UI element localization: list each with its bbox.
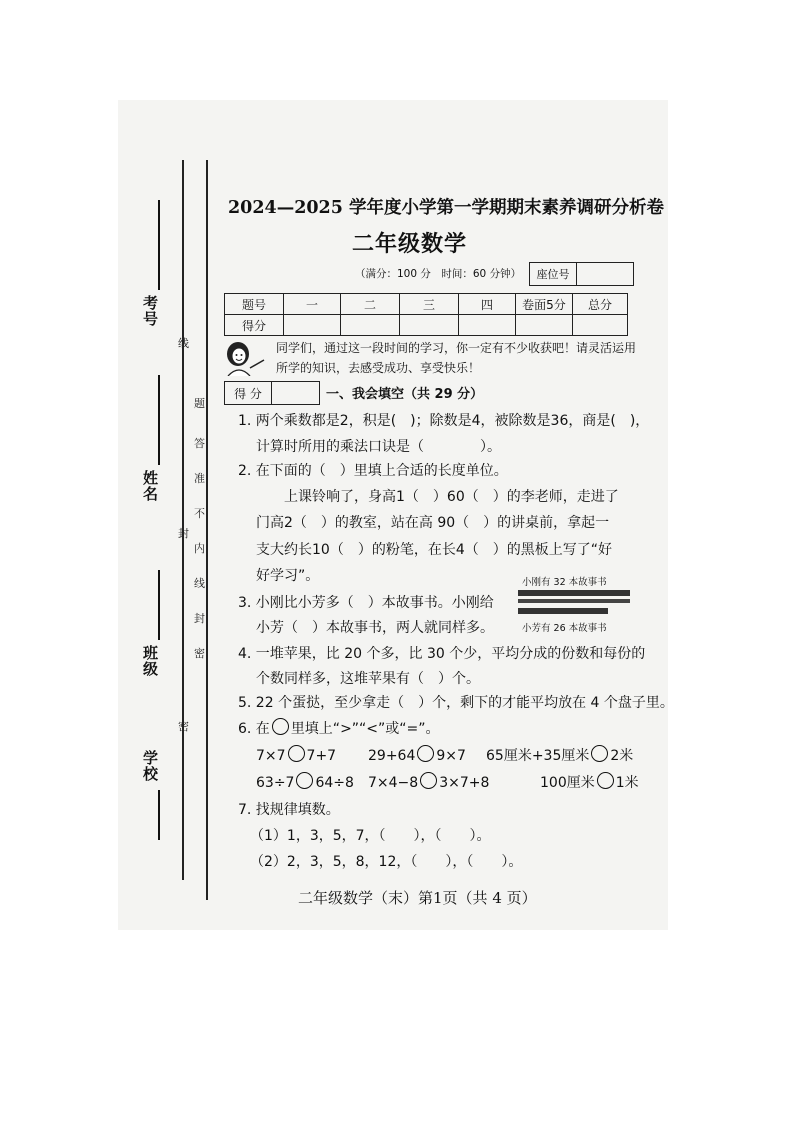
- seal-char: 题: [194, 397, 205, 410]
- seal-char: 线: [178, 337, 189, 350]
- q6-item: [256, 770, 354, 796]
- q3-figure-top-label: 小刚有 32 本故事书: [522, 577, 607, 588]
- q6-left-expr: 65厘米+35厘米: [486, 748, 590, 764]
- exam-title: 2024—2025 学年度小学第一学期期末素养调研分析卷: [228, 198, 665, 218]
- school-blank: [158, 790, 160, 840]
- blank-circle-icon: [272, 718, 289, 735]
- exam-info: （满分：100 分 时间：60 分钟）: [355, 268, 522, 280]
- school-label: 学校: [141, 750, 159, 782]
- q3-bar-xiaogang: [518, 590, 630, 596]
- section-score-box: [224, 381, 320, 405]
- compare-circle[interactable]: [597, 772, 614, 789]
- compare-circle[interactable]: [296, 772, 313, 789]
- seal-char: 答: [194, 437, 205, 450]
- q4-line1: 4. 一堆苹果，比 20 个多，比 30 个少，平均分成的份数和每份的: [238, 646, 646, 662]
- seal-char: 准: [194, 472, 205, 485]
- seal-char: 内: [194, 542, 205, 555]
- q6-head: [238, 716, 440, 742]
- q6-item: [486, 743, 633, 769]
- name-label: 姓名: [141, 470, 159, 502]
- score-table-cell: 四: [459, 294, 516, 315]
- q3-bar-xiaogang-2: [518, 599, 630, 603]
- q6-item: [368, 743, 466, 769]
- score-table-cell: 一: [284, 294, 341, 315]
- q6-head-a: 6. 在: [238, 721, 270, 737]
- score-table-cell: 得分: [225, 315, 284, 336]
- exam-no-label: 考号: [141, 295, 159, 327]
- seal-char: 封: [194, 612, 205, 625]
- class-label: 班级: [141, 645, 159, 677]
- score-table-cell: 卷面5分: [516, 294, 573, 315]
- seat-number-field[interactable]: [577, 263, 633, 285]
- q4-line2: 个数同样多，这堆苹果有（ ）个。: [256, 671, 480, 687]
- seal-char: 不: [194, 507, 205, 520]
- q6-left-expr: 29+64: [368, 748, 416, 764]
- q6-right-expr: 9×7: [436, 748, 466, 764]
- score-table-score-row: [225, 315, 628, 336]
- binding-line-outer: [182, 160, 184, 880]
- score-input-cell[interactable]: [400, 315, 459, 336]
- q2-head: 2. 在下面的（ ）里填上合适的长度单位。: [238, 463, 508, 479]
- score-table-cell: 题号: [225, 294, 284, 315]
- score-table: [224, 293, 628, 336]
- seat-number-box: [529, 262, 634, 286]
- q2-line3: 支大约长10（ ）的粉笔，在长4（ ）的黑板上写了“好: [256, 542, 612, 558]
- score-input-cell[interactable]: [516, 315, 573, 336]
- score-table-header-row: [225, 294, 628, 315]
- q7-item-2: （2）2，3，5，8，12，（ ），（ ）。: [250, 854, 523, 870]
- q6-right-expr: 2米: [610, 748, 634, 764]
- teacher-icon: [224, 340, 270, 376]
- q6-left-expr: 7×4−8: [368, 775, 419, 791]
- score-input-cell[interactable]: [573, 315, 628, 336]
- q3-line1: 3. 小刚比小芳多（ ）本故事书。小刚给: [238, 595, 494, 611]
- q2-line4: 好学习”。: [256, 568, 320, 584]
- q7-head: 7. 找规律填数。: [238, 802, 340, 818]
- compare-circle[interactable]: [420, 772, 437, 789]
- q7-item-1: （1）1，3，5，7，（ ），（ ）。: [250, 828, 491, 844]
- q6-item: [256, 743, 336, 769]
- seal-char: 密: [194, 647, 205, 660]
- q2-line2: 门高2（ ）的教室，站在高 90（ ）的讲桌前，拿起一: [256, 515, 610, 531]
- q3-bar-xiaofang: [518, 608, 608, 614]
- seal-char: 密: [178, 720, 189, 733]
- section-title: 一、我会填空（共 29 分）: [326, 387, 484, 402]
- compare-circle[interactable]: [591, 745, 608, 762]
- q2-line1: 上课铃响了，身高1（ ）60（ ）的李老师，走进了: [284, 489, 619, 505]
- q3-figure-bottom-label: 小芳有 26 本故事书: [522, 623, 607, 634]
- q1-line1: 1. 两个乘数都是2，积是( )；除数是4，被除数是36，商是( )，: [238, 413, 650, 429]
- class-blank: [158, 570, 160, 640]
- seal-char: 线: [194, 577, 205, 590]
- score-input-cell[interactable]: [341, 315, 400, 336]
- seal-char: 封: [178, 527, 189, 540]
- score-input-cell[interactable]: [284, 315, 341, 336]
- q6-left-expr: 7×7: [256, 748, 286, 764]
- name-blank: [158, 375, 160, 465]
- score-table-cell: 二: [341, 294, 400, 315]
- q6-right-expr: 64÷8: [315, 775, 354, 791]
- score-table-cell: 三: [400, 294, 459, 315]
- q3-line2: 小芳（ ）本故事书，两人就同样多。: [256, 620, 494, 636]
- score-table-cell: 总分: [573, 294, 628, 315]
- section-score-label: 得 分: [225, 382, 272, 404]
- binding-line-inner: [206, 160, 208, 900]
- section-score-field[interactable]: [272, 382, 319, 404]
- q6-item: [368, 770, 489, 796]
- exam-no-blank: [158, 200, 160, 290]
- compare-circle[interactable]: [288, 745, 305, 762]
- q6-head-b: 里填上“>”“<”或“=”。: [290, 721, 440, 737]
- score-input-cell[interactable]: [459, 315, 516, 336]
- page-footer: 二年级数学（末）第1页（共 4 页）: [298, 889, 537, 907]
- q6-right-expr: 1米: [615, 775, 639, 791]
- q6-right-expr: 7+7: [306, 748, 337, 764]
- intro-text: 同学们，通过这一段时间的学习，你一定有不少收获吧！请灵活运用所学的知识，去感受成功、享受快乐！: [276, 341, 637, 375]
- seat-number-label: 座位号: [530, 263, 577, 285]
- exam-subtitle: 二年级数学: [352, 232, 468, 257]
- q6-item: [540, 770, 639, 796]
- compare-circle[interactable]: [417, 745, 434, 762]
- q6-right-expr: 3×7+8: [439, 775, 490, 791]
- q6-left-expr: 63÷7: [256, 775, 295, 791]
- q5: 5. 22 个蛋挞，至少拿走（ ）个，剩下的才能平均放在 4 个盘子里。: [238, 695, 674, 711]
- q6-left-expr: 100厘米: [540, 775, 595, 791]
- q1-line2: 计算时所用的乘法口诀是（ ）。: [256, 439, 501, 455]
